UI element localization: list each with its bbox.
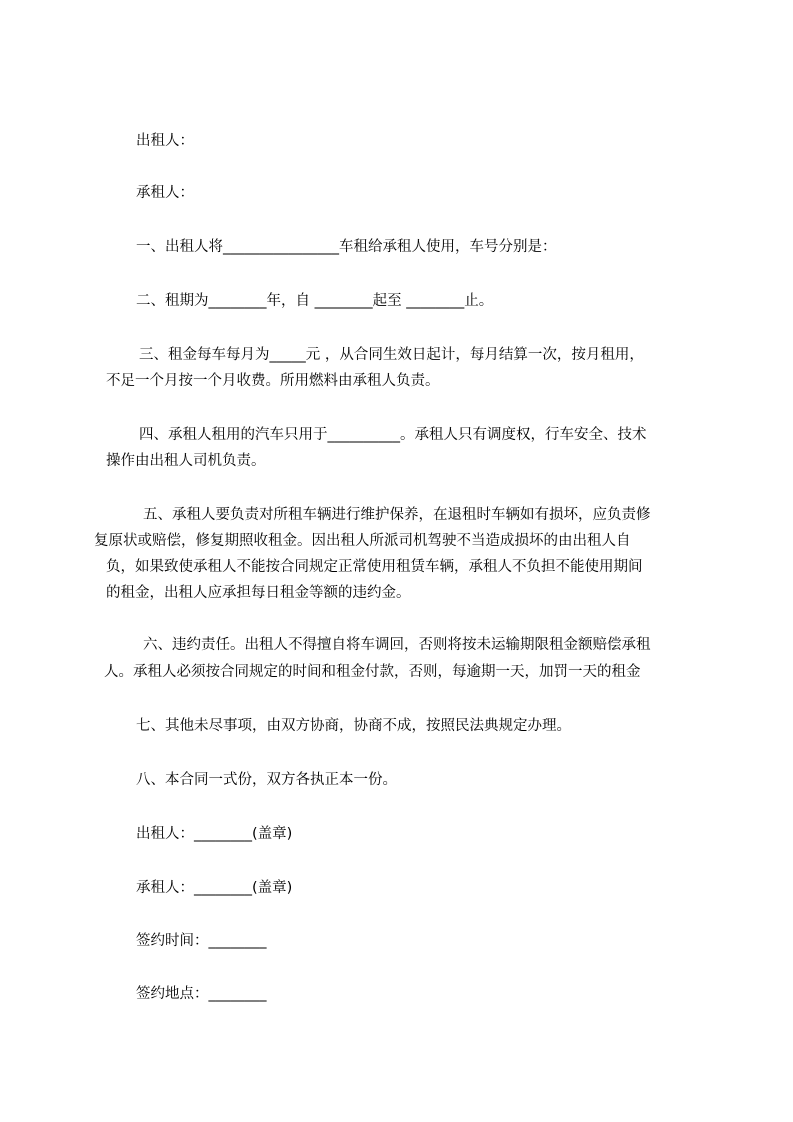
lessor-line: 出租人： — [136, 133, 194, 149]
clause-4-line-2: 操作由出租人司机负责。 — [106, 453, 266, 469]
clause-3-line-2: 不足一个月按一个月收费。所用燃料由承租人负责。 — [106, 373, 440, 389]
clause-2: 二、租期为________年，自 ________起至 ________止。 — [136, 293, 494, 309]
clause-7: 七、其他未尽事项，由双方协商，协商不成，按照民法典规定办理。 — [136, 718, 571, 734]
signature-lessee: 承租人：________(盖章) — [136, 880, 293, 896]
clause-5-line-4: 的租金，出租人应承担每日租金等额的违约金。 — [106, 585, 411, 601]
clause-6-line-1: 六、违约责任。出租人不得擅自将车调回，否则将按未运输期限租金额赔偿承租 — [143, 637, 651, 653]
signing-time: 签约时间：________ — [136, 933, 267, 949]
clause-8: 八、本合同一式份，双方各执正本一份。 — [136, 772, 397, 788]
clause-4-line-1: 四、承租人租用的汽车只用于__________。承租人只有调度权，行车安全、技术 — [139, 427, 647, 443]
signing-place: 签约地点：________ — [136, 986, 267, 1002]
clause-5-line-2: 复原状或赔偿，修复期照收租金。因出租人所派司机驾驶不当造成损坏的由出租人自 — [94, 533, 631, 549]
clause-5-line-3: 负，如果致使承租人不能按合同规定正常使用租赁车辆，承租人不负担不能使用期间 — [106, 559, 643, 575]
lessee-line: 承租人： — [136, 185, 194, 201]
clause-3-line-1: 三、租金每车每月为_____元 ，从合同生效日起计，每月结算一次，按月租用， — [139, 347, 644, 363]
signature-lessor: 出租人：________(盖章) — [136, 826, 293, 842]
clause-6-line-2: 人。承租人必须按合同规定的时间和租金付款，否则，每逾期一天，加罚一天的租金 — [104, 664, 641, 680]
clause-1: 一、出租人将________________车租给承租人使用，车号分别是： — [136, 239, 557, 255]
clause-5-line-1: 五、承租人要负责对所租车辆进行维护保养，在退租时车辆如有损坏，应负责修 — [143, 507, 651, 523]
